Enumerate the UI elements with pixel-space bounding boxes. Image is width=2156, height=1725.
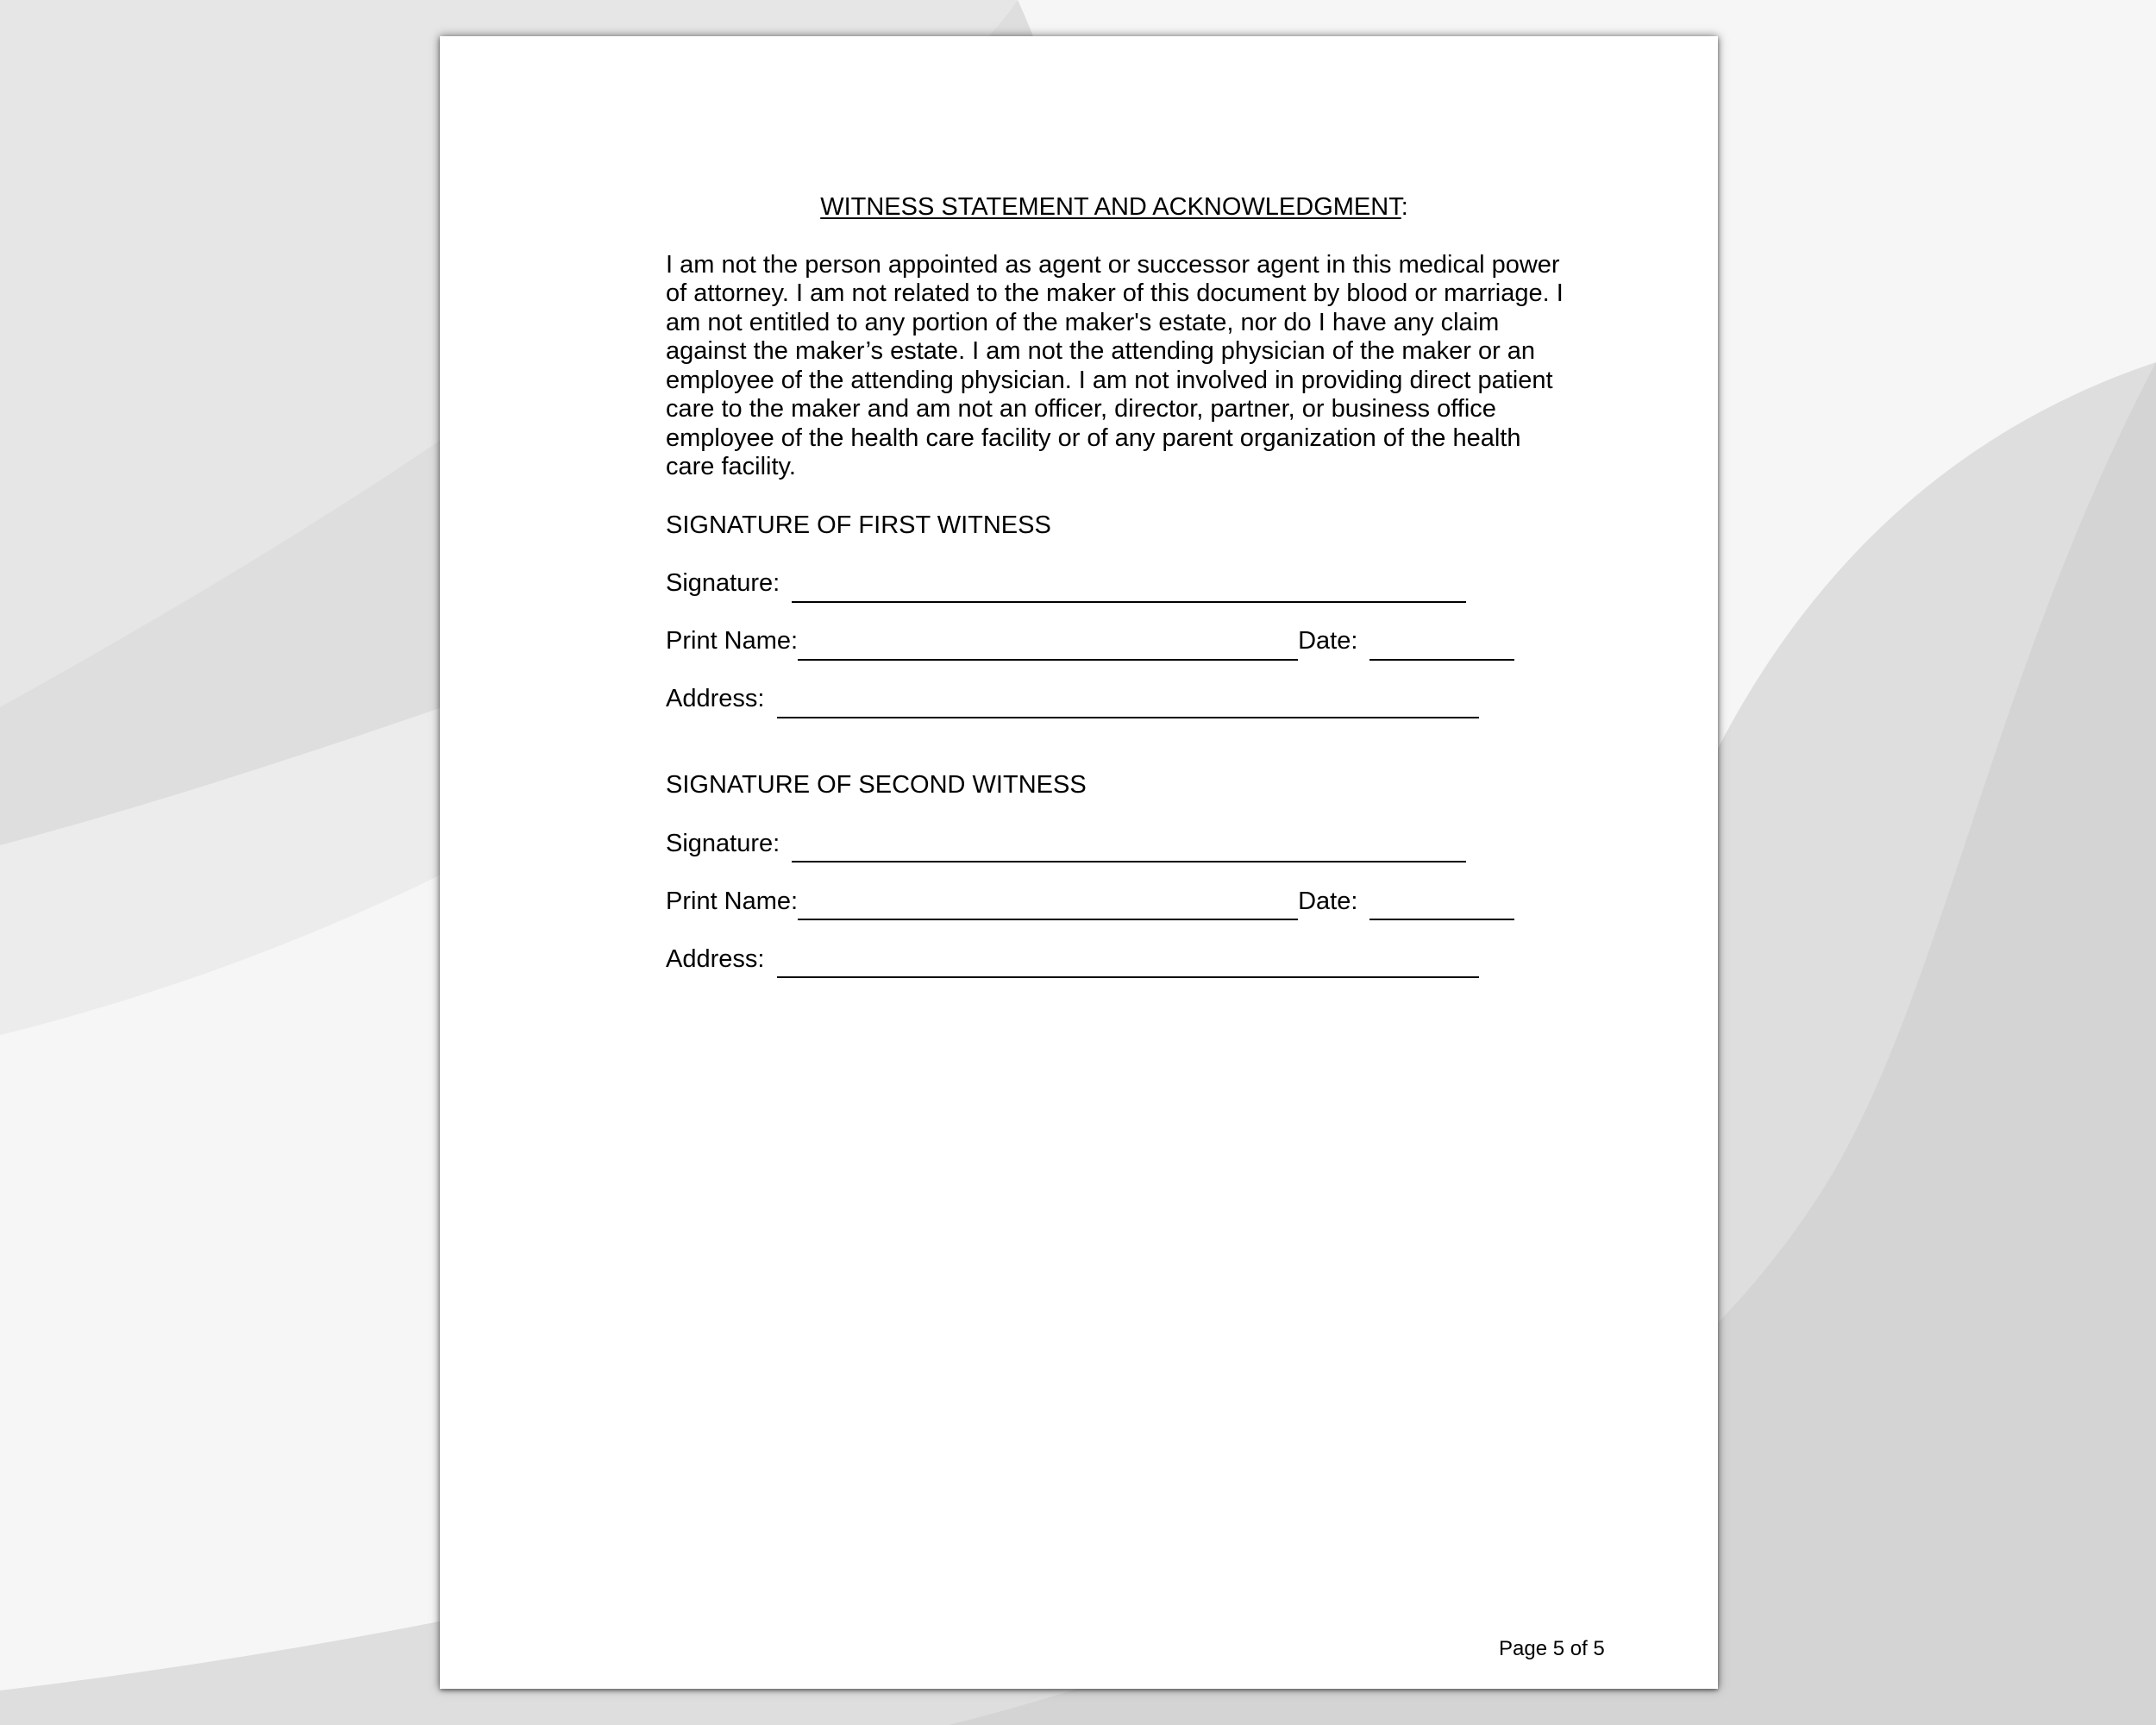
title-text: WITNESS STATEMENT AND ACKNOWLEDGMENT — [820, 193, 1401, 221]
print-name-label: Print Name: — [666, 627, 799, 655]
page-number: Page 5 of 5 — [1499, 1637, 1605, 1660]
page-content — [666, 193, 1571, 1003]
first-witness-address-line — [666, 685, 1571, 714]
address-label: Address: — [666, 944, 772, 973]
second-witness-print-name-field[interactable] — [798, 894, 1298, 920]
first-witness-heading: SIGNATURE OF FIRST WITNESS — [666, 511, 1051, 539]
first-witness-print-name-line — [666, 627, 1571, 656]
date-label: Date: — [1298, 887, 1365, 915]
print-name-label: Print Name: — [666, 887, 799, 915]
signature-label: Signature: — [666, 569, 787, 597]
title-colon: : — [1401, 193, 1408, 221]
second-witness-heading: SIGNATURE OF SECOND WITNESS — [666, 771, 1087, 799]
document-page — [440, 36, 1718, 1689]
first-witness-address-field[interactable] — [777, 693, 1479, 718]
date-label: Date: — [1298, 627, 1365, 655]
second-witness-address-line — [666, 945, 1571, 975]
witness-statement-paragraph: I am not the person appointed as agent or successor agent in this medical power of attorney. I am not related to the maker of this document by blood or marriage. I am not entitled to any portion of the maker's estate, nor do I have any claim against the maker’s estate. I am not the attending physician of the maker or an employee of the attending physician. I am not involved in providing direct patient care to the maker and am not an officer, director, partner, or business office employee of the health care facility or of any parent organization of the health care facility. — [666, 250, 1564, 480]
first-witness-signature-line — [666, 569, 1571, 599]
first-witness-signature-field[interactable] — [792, 577, 1466, 603]
document-title — [666, 193, 1563, 223]
signature-label: Signature: — [666, 829, 787, 857]
second-witness-address-field[interactable] — [777, 952, 1479, 978]
address-label: Address: — [666, 685, 772, 712]
second-witness-print-name-line — [666, 888, 1571, 917]
first-witness-date-field[interactable] — [1369, 635, 1514, 661]
second-witness-signature-line — [666, 830, 1571, 859]
section-gap — [666, 743, 1571, 771]
first-witness-print-name-field[interactable] — [798, 635, 1298, 661]
second-witness-signature-field[interactable] — [792, 837, 1466, 862]
second-witness-date-field[interactable] — [1369, 894, 1514, 920]
